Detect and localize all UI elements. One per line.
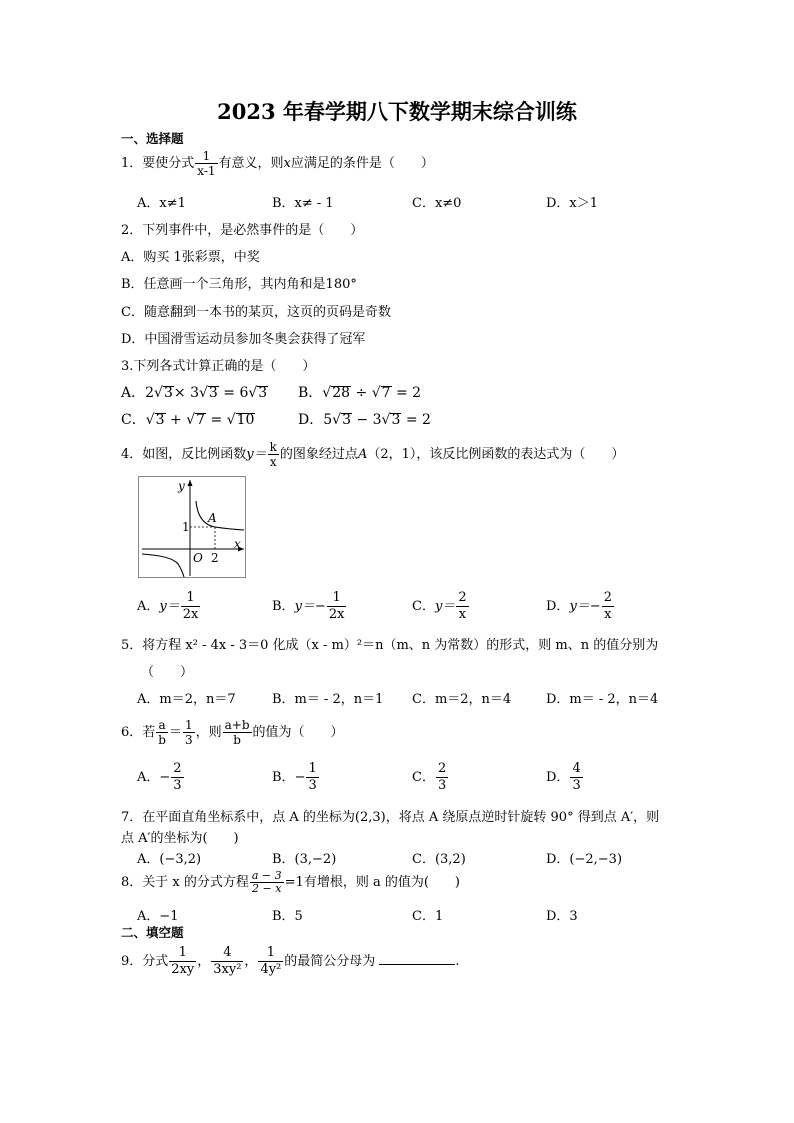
q3-c-op: + bbox=[165, 412, 187, 428]
q4-b-lhs: y＝ bbox=[294, 599, 315, 614]
y-axis-arrow bbox=[188, 480, 193, 486]
q9-frac2-den: 3xy² bbox=[213, 962, 242, 977]
q6-d-label: D． bbox=[546, 770, 570, 785]
q4-fraction bbox=[268, 440, 279, 469]
q6-eq: ＝ bbox=[168, 725, 182, 740]
graph-label-y: y bbox=[178, 479, 185, 493]
q3-a-rad3: 3 bbox=[258, 385, 268, 401]
hyperbola-branch-1 bbox=[196, 501, 244, 530]
q3-option-a: A．2√3× 3√3 = 6√3 bbox=[121, 385, 268, 401]
q6-a-fraction bbox=[171, 761, 183, 794]
q6-text-pre: 6．若 bbox=[121, 725, 156, 740]
q9-answer-blank[interactable] bbox=[379, 952, 455, 965]
q4-b-num: 1 bbox=[327, 590, 347, 607]
q3-d-rad2: 3 bbox=[391, 412, 401, 428]
q1-option-b: B．x≠ - 1 bbox=[272, 196, 334, 211]
q4-c-num: 2 bbox=[458, 590, 467, 605]
q6-option-a bbox=[137, 761, 185, 794]
q3-c-rad1: 3 bbox=[155, 412, 165, 428]
q9-frac1 bbox=[169, 945, 196, 978]
q8-text-pre: 8．关于 x 的分式方程 bbox=[121, 875, 249, 890]
q3-a-eq: = 6 bbox=[218, 385, 249, 401]
q3-a-op: × 3 bbox=[173, 385, 199, 401]
question-5-line1: 5．将方程 x² - 4x - 3＝0 化成（x - m）²＝n（m、n 为常数）的形式，则 m、n 的值分别为 bbox=[121, 638, 659, 653]
q8-frac-num: a − 3 bbox=[251, 869, 282, 882]
q3-d-label: D． bbox=[298, 412, 324, 428]
q5-option-d: D．m＝ - 2，n＝4 bbox=[546, 692, 659, 707]
q1-option-c: C．x≠0 bbox=[412, 196, 462, 211]
q5-option-c: C．m＝2，n＝4 bbox=[412, 692, 512, 707]
q3-d-eq: = 2 bbox=[401, 412, 431, 428]
q6-frac1-den: b bbox=[158, 733, 166, 747]
hyperbola-branch-2 bbox=[142, 554, 184, 577]
question-4-stem bbox=[121, 440, 624, 469]
q8-frac-den: 2 − x bbox=[252, 882, 282, 895]
q3-b-rad2: 7 bbox=[381, 385, 391, 401]
q2-option-a: A．购买 1张彩票，中奖 bbox=[121, 250, 260, 265]
q1-option-d: D．x＞1 bbox=[546, 196, 599, 211]
q4-frac-num: k bbox=[269, 440, 277, 454]
q7-option-d: D．(−2,−3) bbox=[546, 852, 623, 867]
q8-option-a: A．−1 bbox=[137, 909, 179, 924]
q4-d-num: 2 bbox=[603, 590, 612, 605]
q6-c-den: 3 bbox=[437, 778, 447, 793]
q3-c-rad2: 7 bbox=[196, 412, 206, 428]
q4-option-b bbox=[272, 590, 347, 623]
q6-a-num: 2 bbox=[173, 761, 182, 776]
q4-point: A bbox=[357, 447, 368, 462]
q3-option-b: B．√28 ÷ √7 = 2 bbox=[298, 385, 422, 401]
q6-a-label: A． bbox=[137, 770, 160, 785]
q3-a-rad1: 3 bbox=[163, 385, 173, 401]
graph-label-origin: O bbox=[193, 551, 203, 565]
q2-option-b: B．任意画一个三角形，其内角和是180° bbox=[121, 277, 357, 292]
q6-b-den: 3 bbox=[308, 778, 317, 793]
q7-option-c: C．(3,2) bbox=[412, 852, 466, 867]
q3-b-eq: = 2 bbox=[391, 385, 422, 401]
graph-label-one: 1 bbox=[182, 520, 190, 534]
q3-b-op: ÷ bbox=[351, 385, 372, 401]
q9-frac1-den: 2xy bbox=[171, 962, 195, 977]
q4-c-den: x bbox=[458, 607, 467, 622]
q6-b-sign: − bbox=[294, 770, 306, 785]
section-heading-choice: 一、选择题 bbox=[121, 131, 184, 146]
q6-text-end: 的值为（ ） bbox=[252, 725, 344, 740]
q6-d-fraction bbox=[570, 761, 582, 794]
q4-d-lhs: y＝ bbox=[569, 599, 590, 614]
q6-frac2-den: 3 bbox=[184, 733, 193, 747]
q9-frac2 bbox=[211, 945, 243, 978]
question-5-line2: （ ） bbox=[141, 665, 194, 680]
q2-option-c: C．随意翻到一本书的某页，这页的页码是奇数 bbox=[121, 305, 391, 320]
q4-option-c bbox=[412, 590, 470, 623]
q1-text-post: 有意义，则 bbox=[218, 156, 284, 171]
q1-frac-den: x-1 bbox=[197, 164, 216, 178]
q1-text-end: 应满足的条件是（ ） bbox=[290, 156, 434, 171]
q4-option-a bbox=[137, 590, 201, 623]
q3-b-rad1: 28 bbox=[332, 385, 351, 401]
q3-c-eq: = bbox=[206, 412, 227, 428]
q4-a-num: 1 bbox=[181, 590, 201, 607]
q6-c-num: 2 bbox=[437, 761, 447, 776]
q3-d-coef1: 5 bbox=[323, 412, 333, 428]
q6-b-num: 1 bbox=[308, 761, 317, 776]
q4-b-den: 2x bbox=[328, 607, 345, 622]
q1-option-a: A．x≠1 bbox=[137, 196, 186, 211]
q9-frac1-num: 1 bbox=[169, 945, 196, 962]
q3-c-rad3: 10 bbox=[236, 412, 255, 428]
q6-b-label: B． bbox=[272, 770, 295, 785]
q4-d-sign: − bbox=[589, 599, 601, 614]
q8-option-b: B．5 bbox=[272, 909, 303, 924]
question-8-stem bbox=[121, 870, 460, 895]
q5-option-b: B．m＝ - 2，n＝1 bbox=[272, 692, 384, 707]
question-2-stem: 2．下列事件中，是必然事件的是（ ） bbox=[121, 223, 364, 238]
question-7-line2: 点 A′的坐标为( ) bbox=[121, 831, 239, 846]
question-9-stem bbox=[121, 945, 460, 978]
q3-c-label: C． bbox=[121, 412, 146, 428]
q3-option-c: C．√3 + √7 = √10 bbox=[121, 412, 255, 428]
q3-a-coef1: 2 bbox=[145, 385, 155, 401]
q4-c-lhs: y＝ bbox=[434, 599, 456, 614]
q1-var: x bbox=[283, 156, 291, 171]
q8-text-end: =1有增根，则 a 的值为( ) bbox=[284, 875, 460, 890]
q6-frac2-num: 1 bbox=[184, 718, 193, 732]
question-1-stem bbox=[121, 149, 434, 178]
page-title: 2023 年春学期八下数学期末综合训练 bbox=[217, 99, 577, 124]
q9-sep1: ， bbox=[197, 954, 211, 969]
q3-a-rad2: 3 bbox=[208, 385, 218, 401]
q6-frac3-num: a+b bbox=[224, 718, 250, 732]
q6-c-fraction bbox=[436, 761, 448, 794]
q4-b-fraction bbox=[327, 590, 347, 623]
q6-frac1-num: a bbox=[156, 718, 168, 733]
q6-option-d bbox=[546, 761, 584, 794]
q9-frac3 bbox=[258, 945, 283, 978]
q3-d-rad1: 3 bbox=[342, 412, 351, 428]
q4-yeq: y＝ bbox=[246, 447, 267, 462]
q6-a-den: 3 bbox=[173, 778, 182, 793]
q8-option-c: C．1 bbox=[412, 909, 444, 924]
q6-a-sign: − bbox=[159, 770, 171, 785]
q4-a-den: 2x bbox=[182, 607, 199, 622]
q2-option-d: D．中国滑雪运动员参加冬奥会获得了冠军 bbox=[121, 332, 366, 347]
q4-a-label: A． bbox=[137, 599, 160, 614]
q4-b-label: B． bbox=[272, 599, 295, 614]
q6-d-num: 4 bbox=[572, 761, 581, 776]
q4-d-fraction bbox=[602, 590, 614, 623]
q4-c-fraction bbox=[456, 590, 468, 623]
q7-option-a: A．(−3,2) bbox=[137, 852, 202, 867]
q4-b-sign: − bbox=[314, 599, 326, 614]
q9-text-end: 的最简公分母为 bbox=[284, 954, 376, 969]
q8-fraction bbox=[250, 870, 284, 895]
q4-a-fraction bbox=[181, 590, 201, 623]
question-7-line1: 7．在平面直角坐标系中，点 A 的坐标为(2,3)，将点 A 绕原点逆时针旋转 90° 得到点 A′，则 bbox=[121, 810, 660, 825]
q6-b-fraction bbox=[306, 761, 318, 794]
q8-option-d: D．3 bbox=[546, 909, 578, 924]
q4-text-post: 的图象经过点 bbox=[279, 447, 358, 462]
q6-option-c bbox=[412, 761, 449, 794]
section-heading-fill: 二、填空题 bbox=[121, 925, 184, 940]
q4-option-d bbox=[546, 590, 615, 623]
q6-frac3 bbox=[223, 718, 252, 747]
q9-sep2: ， bbox=[244, 954, 258, 969]
q4-hyperbola-graph bbox=[138, 476, 246, 578]
q3-option-d: D．5√3 − 3√3 = 2 bbox=[298, 412, 431, 428]
graph-label-two: 2 bbox=[211, 551, 219, 565]
q4-d-label: D． bbox=[546, 599, 570, 614]
graph-label-x: x bbox=[234, 537, 241, 551]
q1-frac-num: 1 bbox=[195, 149, 217, 164]
q4-a-lhs: y＝ bbox=[159, 599, 180, 614]
q3-b-label: B． bbox=[298, 385, 323, 401]
q9-frac3-den: 4y² bbox=[260, 962, 282, 977]
q6-d-den: 3 bbox=[572, 778, 581, 793]
q5-option-a: A．m＝2，n＝7 bbox=[137, 692, 236, 707]
q6-frac2 bbox=[183, 718, 195, 747]
q6-c-label: C． bbox=[412, 770, 435, 785]
question-3-stem: 3.下列各式计算正确的是（ ） bbox=[121, 359, 316, 374]
q4-c-label: C． bbox=[412, 599, 435, 614]
q6-frac1 bbox=[156, 718, 168, 747]
graph-label-point-a: A bbox=[208, 511, 217, 525]
q4-d-den: x bbox=[604, 607, 612, 622]
q9-frac3-num: 1 bbox=[258, 945, 283, 962]
q6-frac3-den: b bbox=[233, 733, 241, 747]
q4-frac-den: x bbox=[269, 455, 277, 469]
q7-option-b: B．(3,−2) bbox=[272, 852, 337, 867]
q4-text-pre: 4．如图，反比例函数 bbox=[121, 447, 247, 462]
q3-a-label: A． bbox=[121, 385, 146, 401]
q6-mid: ，则 bbox=[195, 725, 222, 740]
q6-option-b bbox=[272, 761, 320, 794]
q9-period: . bbox=[455, 954, 460, 969]
question-6-stem bbox=[121, 718, 344, 747]
q9-frac2-num: 4 bbox=[211, 945, 243, 962]
q1-fraction bbox=[195, 149, 217, 178]
q9-text-pre: 9．分式 bbox=[121, 954, 169, 969]
q1-text-pre: 1．要使分式 bbox=[121, 156, 195, 171]
q4-text-end: （2，1），该反比例函数的表达式为（ ） bbox=[367, 447, 625, 462]
q3-d-op: − 3 bbox=[352, 412, 382, 428]
